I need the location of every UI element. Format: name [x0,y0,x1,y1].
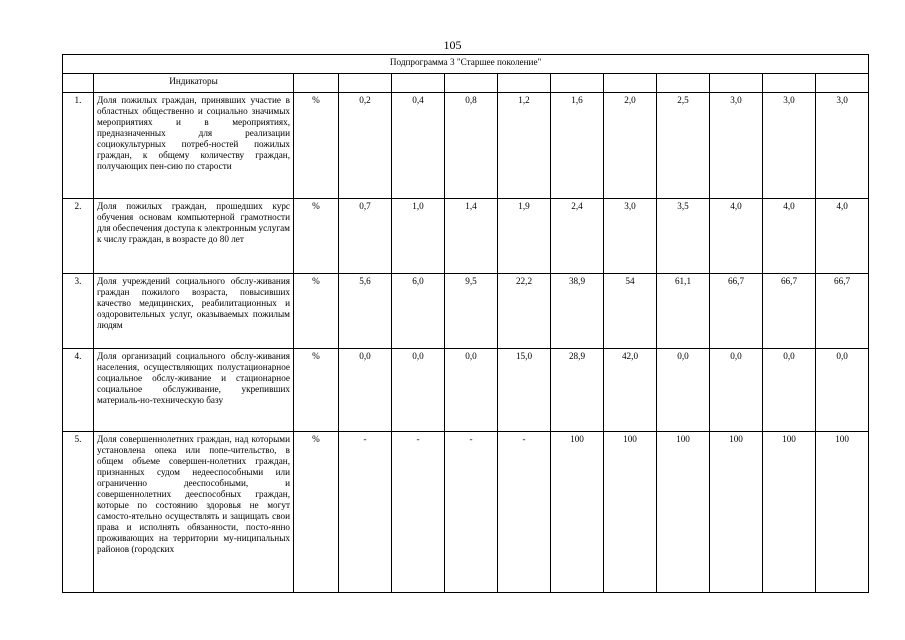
value-cell: 1,6 [551,93,604,199]
value-cell: 3,0 [604,199,657,274]
subprogram-title: Подпрограмма 3 "Старшее поколение" [63,55,869,74]
value-cell: - [392,432,445,593]
value-cell: 0,0 [339,349,392,432]
header-year-cell [551,74,604,93]
value-cell: 2,4 [551,199,604,274]
header-year-cell [710,74,763,93]
row-number: 2. [63,199,94,274]
value-cell: 0,0 [710,349,763,432]
indicators-header: Индикаторы [94,74,294,93]
value-cell: 4,0 [710,199,763,274]
value-cell: 9,5 [445,274,498,349]
indicator-row [63,432,869,593]
value-cell: 100 [657,432,710,593]
value-cell: 6,0 [392,274,445,349]
value-cell: 0,8 [445,93,498,199]
value-cell: 3,0 [710,93,763,199]
value-cell: 66,7 [763,274,816,349]
value-cell: 0,4 [392,93,445,199]
header-year-cell [657,74,710,93]
value-cell: 66,7 [710,274,763,349]
row-number: 1. [63,93,94,199]
row-number: 4. [63,349,94,432]
value-cell: 0,2 [339,93,392,199]
header-unit-cell [294,74,339,93]
value-cell: 61,1 [657,274,710,349]
value-cell: 3,0 [816,93,869,199]
indicator-row [63,93,869,199]
value-cell: 100 [604,432,657,593]
value-cell: 15,0 [498,349,551,432]
indicators-header-row [63,74,869,93]
value-cell: 4,0 [816,199,869,274]
header-year-cell [392,74,445,93]
value-cell: 1,9 [498,199,551,274]
value-cell: 38,9 [551,274,604,349]
row-number: 3. [63,274,94,349]
page-number: 105 [443,38,462,52]
header-year-cell [445,74,498,93]
indicators-table [62,54,869,593]
value-cell: 1,0 [392,199,445,274]
indicator-description: Доля пожилых граждан, прошедших курс обучения основам компьютерной грамотности для обеспечения доступа к электронным услугам к числу граждан, в возрасте до 80 лет [94,199,294,274]
value-cell: 0,0 [392,349,445,432]
value-cell: 22,2 [498,274,551,349]
unit-cell: % [294,432,339,593]
value-cell: 5,6 [339,274,392,349]
subprogram-row [63,55,869,74]
value-cell: - [339,432,392,593]
value-cell: - [498,432,551,593]
value-cell: 2,0 [604,93,657,199]
indicator-description: Доля совершеннолетних граждан, над которыми установлена опека или попе-чительство, в общем объеме совершен-нолетних граждан, признанных судом недееспособными или ограниченно дееспособными, и совершеннолетних дееспособных граждан, которые по состоянию здоровья не могут самосто-ятельно осуществлять и защищать свои права и исполнять обязанности, посто-янно проживающих на территории му-ниципальных районов (городских [94,432,294,593]
indicator-description: Доля пожилых граждан, принявших участие в областных общественно и социально значимых мероприятиях и в мероприятиях, предназначенных для реализации социокультурных потреб-ностей пожилых граждан, к общему количеству граждан, получающих пен-сию по старости [94,93,294,199]
value-cell: 0,0 [657,349,710,432]
value-cell: 42,0 [604,349,657,432]
row-number: 5. [63,432,94,593]
header-year-cell [816,74,869,93]
value-cell: 100 [816,432,869,593]
value-cell: 1,2 [498,93,551,199]
value-cell: 0,0 [763,349,816,432]
value-cell: 100 [763,432,816,593]
value-cell: - [445,432,498,593]
indicator-row [63,349,869,432]
header-year-cell [763,74,816,93]
value-cell: 0,0 [816,349,869,432]
indicator-row [63,274,869,349]
value-cell: 1,4 [445,199,498,274]
value-cell: 0,7 [339,199,392,274]
header-year-cell [339,74,392,93]
value-cell: 4,0 [763,199,816,274]
header-year-cell [498,74,551,93]
indicator-description: Доля организаций социального обслу-живания населения, осуществляющих полустационарное социальное обслу-живание и стационарное социальное обслуживание, укрепивших материаль-но-техническую базу [94,349,294,432]
value-cell: 100 [710,432,763,593]
header-num-cell [63,74,94,93]
unit-cell: % [294,199,339,274]
value-cell: 28,9 [551,349,604,432]
indicator-row [63,199,869,274]
indicator-description: Доля учреждений социального обслу-живания граждан пожилого возраста, повысивших качество медицинских, реабилитационных и оздоровительных услуг, оказываемых пожилым людям [94,274,294,349]
value-cell: 100 [551,432,604,593]
value-cell: 54 [604,274,657,349]
value-cell: 3,5 [657,199,710,274]
value-cell: 2,5 [657,93,710,199]
value-cell: 66,7 [816,274,869,349]
unit-cell: % [294,349,339,432]
unit-cell: % [294,93,339,199]
unit-cell: % [294,274,339,349]
value-cell: 3,0 [763,93,816,199]
value-cell: 0,0 [445,349,498,432]
header-year-cell [604,74,657,93]
